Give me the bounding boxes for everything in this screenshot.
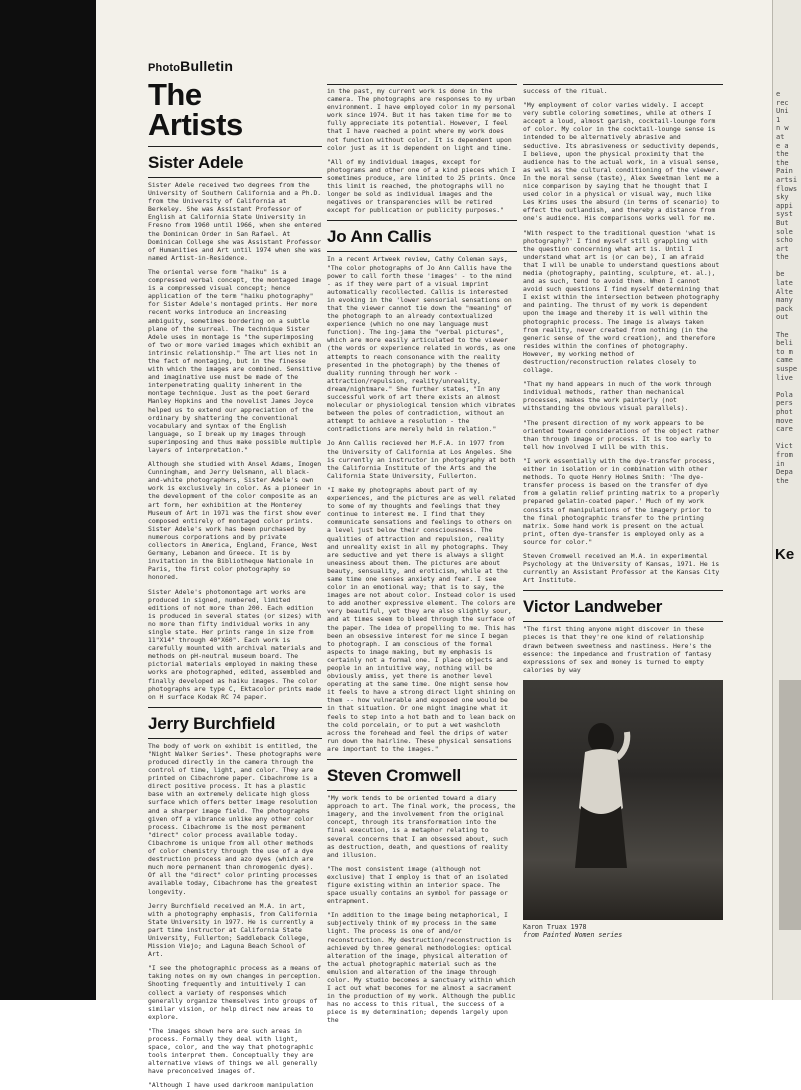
- paragraph: Steven Cromwell received an M.A. in experimental Psychology at the University of Kansas, 1971. He is currently an Assistant Professor at the Kansas City Art Institute.: [523, 551, 720, 585]
- paragraph: The oriental verse form "haiku" is a compressed verbal concept, the montaged image is a compressed visual concept; hence application of the term "haiku photography" for Sister Adele's montaged prints. Her more recent works introduce an increasing ambiguity, sometimes bordering on a subtle plane of the surreal. The technique Sister Adele uses in montage is "the superimposing of two or more varied images which exhibit an intrinsic relationship." The art lies not in the fact of montaging, but in the finesse with which the images are combined. Sensitive and imaginative use must be made of the interpenetrating quality inherent in the montage technique. Just as the poet Gerard Manley Hopkins and the novelist James Joyce helped us to extend our appreciation of the ordinary by shattering the conventional vocabulary and syntax of the English language, so I break up my images through superimposing and thus make possible multiple layers of interpretation.": [148, 267, 322, 454]
- paragraph: Jo Ann Callis recieved her M.F.A. in 1977 from the University of California at Los Angeles. She is currently an instructor in photography at both the California Institute of the Arts and the California State University, Fullerton.: [327, 439, 516, 480]
- divider: [148, 707, 322, 708]
- divider: [327, 790, 517, 791]
- divider: [327, 251, 517, 252]
- caption-line-2: from Painted Women series: [523, 930, 623, 939]
- adjacent-page-edge: [772, 0, 801, 1000]
- paragraph: "I work essentially with the dye-transfer process, either in isolation or in combination with other methods. To quote Henry Holmes Smith: 'The dye-transfer process is based on the transfer of dye from a gelatin relief printing matrix to a properly prepared gelatin-coated paper.' Much of my work consists of manipulations of the imagery prior to the final photographic transfer to the printing matrix. Some hand work is present on the actual print, often dye-transfer is employed only as a source for color.": [523, 456, 720, 546]
- section-title: The Artists: [148, 77, 243, 142]
- edge-text: e rec Uni 1 n w at e a the the Pain artsi flows sky appi syst But sole scho art the be late Alte many pack out The beli to m came suspe live Pola pers phot move care Vict from in Depa the: [776, 90, 798, 485]
- paragraph: "All of my individual images, except for photograms and other one of a kind pieces which I sometimes produce, are limited to 25 prints. Once this limit is reached, the photographs will no longer be sold as individual images and the negatives or transparencies will be retired except for publication or publicity purposes.": [327, 157, 516, 215]
- paragraph: Although she studied with Ansel Adams, Imogen Cunningham, and Jerry Uelsmann, all black-and-white photographers, Sister Adele's own work is exclusively in color. As a pioneer in the development of the color composite as an art form, her exhibition at the Monterey Museum of Art in 1971 was the first show ever composed entirely of montaged color prints. Sister Adele's work has been purchased by numerous corporations and by private collectors in America, England, France, West Germany, Lebanon and Greece. It is by invitation in the Bibliotheque Nationale in Paris, the first color photography so honored.: [148, 460, 322, 582]
- paragraph: "Although I have used darkroom manipulation: [148, 1081, 314, 1090]
- edge-photo: [779, 680, 801, 930]
- paragraph: In a recent Artweek review, Cathy Coleman says, "The color photographs of Jo Ann Callis have the power to call forth these 'images' - to the mind - as if they were part of a visual imprint automatically recollected. Callis is interested in evoking in the 'lower sensorial sensations on that the viewer cannot tie down the "meaning" of the photograph to an already contextualized experience (which no one may language must function). The ing-jama the "verbal pictures", which are more easily articulated to the viewer (the words or experience related in words, as one attempts to reach consonance with the reality presented in the photograph) by the themes of duality running through her work - attraction/repulsion, reality/unreality, dream/nightmare." She further states, "In any successful work of art there exists an almost molecular or physiological tension which vibrates between the poles of contradiction, without an attempt to achieve a resolution - the contradictions are merely held in relation.": [327, 255, 516, 434]
- divider: [148, 146, 322, 147]
- figure-silhouette: [571, 718, 631, 868]
- paragraph: "My work tends to be oriented toward a diary approach to art. The final work, the process, the imagery, and the involvement from the original concept, through its transformation into the final execution, is a metaphor relating to several concerns that I am obsessed about, such as destruction, death, and questions of reality and illusion.: [327, 794, 516, 859]
- paragraph: "The most consistent image (although not exclusive) that I employ is that of an isolated figure existing within an interior space. The space usually contains an symbol for passage or entrapment.: [327, 864, 508, 906]
- column-3: [523, 0, 723, 1000]
- newspaper-page: [96, 0, 772, 1090]
- paragraph: Sister Adele received two degrees from the University of Southern California and a Ph.D. from the University of California at Berkeley. She was Assistant Professor of English at California State University in Fresno from 1960 until 1966, when she entered the Dominican Order in San Rafael. At Dominican College she was Assistant Professor of Humanities and Art until 1974 when she was named Artist-in-Residence.: [148, 181, 322, 262]
- masthead-photo: Photo: [148, 62, 181, 74]
- paragraph: "In addition to the image being metaphorical, I subjectively think of my process in the same light. The process is one of and/or reconstruction. My destruction/reconstruction is achieved by three general methodologies: optical alteration of the image, physical alteration of the actual photographic material such as the emulsion and alteration of the image through color. My studio becomes a sanctuary within which I act out what becomes for me almost a sacrament in the production of my work. Although the public has no access to this ritual, the success of a piece is my determination; depends largely upon the: [327, 911, 516, 1025]
- background-left: [0, 0, 96, 1000]
- paragraph: The body of work on exhibit is entitled, the "Night Walker Series". These photographs were produced directly in the camera through the control of time, light, and color. They are printed on Cibachrome paper. Cibachrome is a direct positive process. It has a plastic base with an extremely delicate high gloss surface which offers better image resolution and a sharper image field. The photographs given off a vibrance unlike any other color process. Cibachrome is the most permanent "direct" color process available today. Cibachrome is unique from all other methods of color chemistry through the use of a dye destruction process and azo dyes (which are much more permanent than chromogenic dyes). Of all the "direct" color printing processes available today, Cibachrome has the greatest longevity.: [148, 741, 322, 896]
- paragraph: success of the ritual.: [523, 87, 608, 95]
- divider: [148, 177, 322, 178]
- paragraph: "That my hand appears in much of the work through individual methods, rather than mechanical processes, makes the work painterly (not withstanding the obvious visual parallels).: [523, 380, 712, 413]
- column-1: [148, 0, 322, 1090]
- column-3-top: [523, 84, 723, 95]
- artist-heading-jerry-burchfield: Jerry Burchfield: [148, 713, 276, 733]
- divider: [523, 590, 723, 591]
- edge-heading: Ke: [775, 546, 795, 563]
- column-2: [327, 0, 517, 1025]
- photo-caption: [523, 923, 723, 939]
- divider: [148, 738, 322, 739]
- paragraph: Sister Adele's photomontage art works are produced in signed, numbered, limited editions of not more than 200. Each edition is produced in several states (or sizes) with no more than fifty individual works in any single state. Her prints range in size from 11"X14" through 40"X60". Each work is carefully mounted with archival materials and methods on pH-neutral museum board. The pictorial materials employed in making these works are photographed, edited, assembled and finally developed as haiku images. The color photographs are type C, Ektacolor prints made on H surface Kodak RC 74 paper.: [148, 587, 322, 701]
- artist-heading-jo-ann-callis: Jo Ann Callis: [327, 227, 432, 247]
- paragraph: "My employment of color varies widely. I accept very subtle coloring sometimes, while at others I accept a loud, almost garish, cocktail-lounge form of color. My color in the cocktail-lounge sense is intended to be alternatively abrasive and seductive. Its abrasiveness or seductivity depends, I believe, upon the physical proximity that the audience has to the actual work, in a visual sense, as well as the cultural conditioning of the viewer. In the moral sense (taste), Alex Sweetman lent me a nice comparison by saying that he thought that I used color in a physical or visual way, much like Les Krims uses the absurd (in terms of scenario) to effect the outlandish, and thereby a distance from one's audience. His comparisons works well for me.: [523, 101, 720, 223]
- artwork-photo: [523, 680, 723, 920]
- masthead-bulletin: Bulletin: [180, 58, 234, 74]
- paragraph: "With respect to the traditional question 'what is photography?' I find myself still grappling with the question concerning what art is. Until I understand what art is (or can be), I am afraid that I will be unable to understand questions about media (photography, painting, sculpture, et. al.), and as such, tend to avoid them. When I cannot avoid such questions I find myself determining that I exist within the intersection between photography and painting. The thrust of my work is dependent upon the image and thereby it is well within the photographic process. The image is always taken from reality, never created from nothing (in the generic sense of the word creation), and therefore resides within the confines of photography. However, my working method of destruction/reconstruction relates closely to collage.: [523, 228, 720, 375]
- paragraph: "I make my photographs about part of my experiences, and the pictures are as well related to some of my thoughts and feelings that they continue to interest me. I find that they communicate sensations and feelings to others on a level just below their consciousness. The qualities of attraction and repulsion, reality and unreality exist in all my photographs. They are seductive and yet there is always a slight uneasiness about them. The pictures are about beauty, sensuality, and eroticism, while at the same time one senses anxiety and fear. I see color in an emotional way; that is to say, the images are not about color. Instead color is used to add another expressive element. The colors are very beautiful, yet they are also slightly sour, and at times seem to bleed through the surface of the paper. The idea of propelling to me. This has been an obsessive interest for me since I began to photograph. I am conscious of the formal aspects to image making, but my emphasis is certainly not a formal one. I place objects and people in an intuitive way, nothing will be obviously amiss, yet there is another level operating at the same time. One might sense how it feels to have a strong direct light shining on them -- how vulnerable and exposed one would be in that situation. Or one might imagine what it feels to step into a hot bath and to lean back on the cold porcelain, or to put a wet washcloth across the forehead and feel the drips of water run down the hairline. These physical sensations are important to the images.": [327, 485, 516, 753]
- divider: [327, 220, 517, 221]
- paragraph: Jerry Burchfield received an M.A. in art, with a photography emphasis, from California State University in 1977. He is currently a part time instructor at California State University, Fullerton; Saddleback College, Mission Viejo; and Laguna Beach School of Art.: [148, 901, 318, 959]
- masthead: [148, 58, 322, 74]
- paragraph: "The present direction of my work appears to be oriented toward considerations of the object rather than through image or process. It is too early to tell how involved I will be with this.: [523, 418, 720, 451]
- paragraph: "I see the photographic process as a means of taking notes on my own changes in perception. Shooting frequently and intuitively I can collect a variety of responses which generally organize themselves into groups of similar vision, or help direct new areas to explore.: [148, 964, 322, 1021]
- artist-heading-sister-adele: Sister Adele: [148, 153, 244, 172]
- artist-heading-steven-cromwell: Steven Cromwell: [327, 766, 461, 786]
- divider: [327, 759, 517, 760]
- paragraph: "The first thing anyone might discover in these pieces is that they're one kind of relationship drawn between sweetness and nastiness. Here's the essence: the impedance and frustration of fantasy expressions of sex and money is turned to empty calories by way: [523, 625, 712, 674]
- divider: [523, 621, 723, 622]
- paragraph: in the past, my current work is done in the camera. The photographs are responses to my urban environment. I have employed color in my personal work since 1974. But it has taken time for me to fully appreciate its potential. However, I feel that I have reached a point where my work does not function without color. It is dependent upon color just as it is dependent on light and time.: [327, 87, 516, 152]
- paragraph: "The images shown here are such areas in process. Formally they deal with light, space, color, and the way that photographic tools interpret them. Conceptually they are alternative views of things we all generally have preconceived images of.: [148, 1026, 318, 1076]
- column-2-top: [327, 84, 517, 214]
- artist-heading-victor-landweber: Victor Landweber: [523, 597, 663, 617]
- caption-line-1: Karon Truax 1978: [523, 922, 587, 931]
